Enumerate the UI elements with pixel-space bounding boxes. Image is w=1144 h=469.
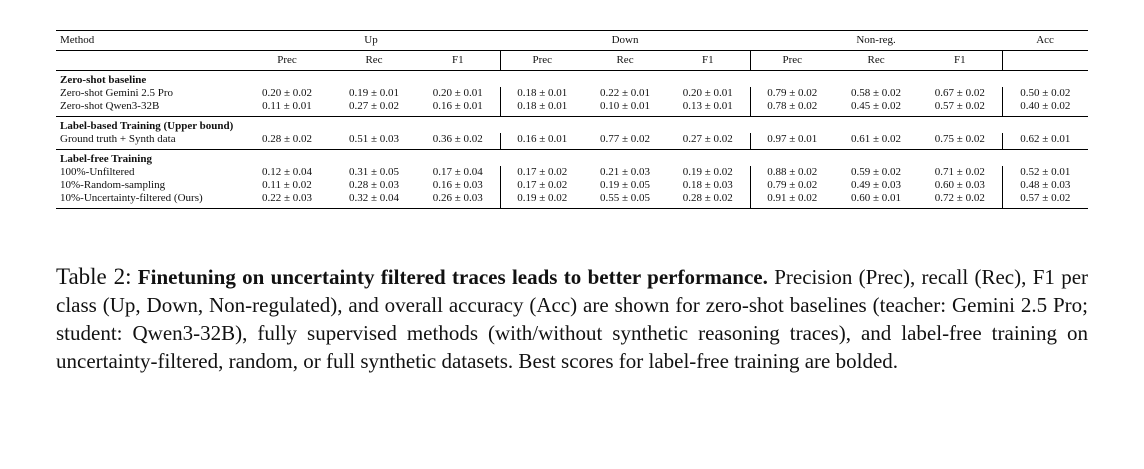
metric-cell: 0.19 ± 0.01 bbox=[348, 87, 400, 99]
table-subheader-row bbox=[56, 51, 1088, 71]
metric-cell: 0.17 ± 0.04 bbox=[416, 166, 500, 179]
subheader-down-prec: Prec bbox=[532, 54, 553, 66]
metric-cell: 0.77 ± 0.02 bbox=[600, 133, 651, 145]
section-header-row bbox=[56, 71, 1088, 88]
metric-cell: 0.19 ± 0.02 bbox=[517, 192, 568, 204]
metric-cell: 0.49 ± 0.03 bbox=[851, 179, 902, 191]
metric-cell: 0.40 ± 0.02 bbox=[1020, 100, 1071, 112]
metric-cell: 0.88 ± 0.02 bbox=[767, 166, 818, 178]
caption-bold-title: Finetuning on uncertainty filtered traces leads to better performance. bbox=[137, 265, 768, 289]
subheader-up-rec: Rec bbox=[365, 54, 383, 66]
method-cell: Zero-shot Gemini 2.5 Pro bbox=[60, 87, 174, 99]
metric-cell: 0.72 ± 0.02 bbox=[918, 192, 1002, 209]
metric-cell: 0.28 ± 0.02 bbox=[666, 192, 750, 209]
section-header-row bbox=[56, 117, 1088, 134]
metric-cell: 0.19 ± 0.02 bbox=[666, 166, 750, 179]
results-table-container bbox=[56, 30, 1088, 209]
metric-cell: 0.61 ± 0.02 bbox=[851, 133, 902, 145]
section-header-row bbox=[56, 150, 1088, 167]
metric-cell: 0.28 ± 0.02 bbox=[261, 133, 313, 145]
metric-cell: 0.60 ± 0.01 bbox=[851, 192, 902, 204]
group-header-up: Up bbox=[364, 34, 378, 46]
metric-cell: 0.19 ± 0.05 bbox=[600, 179, 651, 191]
metric-cell: 0.17 ± 0.02 bbox=[517, 166, 568, 178]
metric-cell: 0.78 ± 0.02 bbox=[767, 100, 818, 112]
section-title: Label-free Training bbox=[60, 153, 152, 165]
metric-cell: 0.50 ± 0.02 bbox=[1020, 87, 1071, 99]
group-header-nonreg: Non-reg. bbox=[856, 34, 896, 46]
metric-cell: 0.16 ± 0.01 bbox=[416, 100, 500, 117]
subheader-empty bbox=[56, 51, 242, 71]
metric-cell: 0.31 ± 0.05 bbox=[348, 166, 400, 178]
metric-cell: 0.26 ± 0.03 bbox=[416, 192, 500, 209]
metric-cell: 0.27 ± 0.02 bbox=[666, 133, 750, 150]
table-body bbox=[56, 71, 1088, 209]
section-title: Zero-shot baseline bbox=[60, 74, 147, 86]
metric-cell: 0.51 ± 0.03 bbox=[348, 133, 400, 145]
metric-cell: 0.11 ± 0.01 bbox=[262, 100, 312, 112]
table-row bbox=[56, 133, 1088, 150]
subheader-acc-empty bbox=[1002, 51, 1088, 71]
metric-cell: 0.16 ± 0.03 bbox=[416, 179, 500, 192]
metric-cell: 0.91 ± 0.02 bbox=[767, 192, 818, 204]
table-row bbox=[56, 100, 1088, 117]
method-cell: 10%-Uncertainty-filtered (Ours) bbox=[60, 192, 203, 204]
table-row bbox=[56, 179, 1088, 192]
subheader-nonreg-prec: Prec bbox=[782, 54, 803, 66]
metric-cell: 0.71 ± 0.02 bbox=[918, 166, 1002, 179]
metric-cell: 0.79 ± 0.02 bbox=[767, 179, 818, 191]
metric-cell: 0.45 ± 0.02 bbox=[851, 100, 902, 112]
metric-cell: 0.67 ± 0.02 bbox=[918, 87, 1002, 100]
subheader-up-prec: Prec bbox=[277, 54, 297, 66]
subheader-nonreg-f1: F1 bbox=[918, 51, 1002, 71]
metric-cell: 0.13 ± 0.01 bbox=[666, 100, 750, 117]
section-title: Label-based Training (Upper bound) bbox=[60, 120, 234, 132]
metric-cell: 0.32 ± 0.04 bbox=[348, 192, 400, 204]
metric-cell: 0.18 ± 0.01 bbox=[517, 87, 568, 99]
subheader-down-f1: F1 bbox=[666, 51, 750, 71]
metric-cell: 0.60 ± 0.03 bbox=[918, 179, 1002, 192]
metric-cell: 0.20 ± 0.01 bbox=[666, 87, 750, 100]
method-cell: Ground truth + Synth data bbox=[60, 133, 176, 145]
metric-cell: 0.12 ± 0.04 bbox=[261, 166, 313, 178]
metric-cell: 0.18 ± 0.01 bbox=[517, 100, 568, 112]
table-row bbox=[56, 192, 1088, 209]
results-table bbox=[56, 30, 1088, 209]
metric-cell: 0.75 ± 0.02 bbox=[918, 133, 1002, 150]
metric-cell: 0.18 ± 0.03 bbox=[666, 179, 750, 192]
metric-cell: 0.79 ± 0.02 bbox=[767, 87, 818, 99]
caption-body: Precision (Prec), recall (Rec), F1 per class (Up, Down, Non-regulated), and overall accuracy (Acc) are shown for zero-shot baselines (teacher: Gemini 2.5 Pro; student: Qwen3-32B), fully supervised methods (with/without synthetic reasoning traces), and label-free training on uncertainty-filtered, random, or full synthetic datasets. Best scores for label-free training are bolded. bbox=[56, 265, 1089, 373]
metric-cell: 0.58 ± 0.02 bbox=[851, 87, 902, 99]
metric-cell: 0.22 ± 0.03 bbox=[261, 192, 313, 204]
metric-cell: 0.10 ± 0.01 bbox=[600, 100, 651, 112]
metric-cell: 0.16 ± 0.01 bbox=[517, 133, 568, 145]
metric-cell: 0.97 ± 0.01 bbox=[767, 133, 818, 145]
caption-label: Table 2: bbox=[56, 264, 132, 289]
metric-cell: 0.21 ± 0.03 bbox=[600, 166, 651, 178]
metric-cell: 0.22 ± 0.01 bbox=[600, 87, 651, 99]
subheader-up-f1: F1 bbox=[416, 51, 500, 71]
metric-cell: 0.20 ± 0.02 bbox=[261, 87, 313, 99]
metric-cell: 0.11 ± 0.02 bbox=[262, 179, 312, 191]
table-group-header-row bbox=[56, 31, 1088, 51]
metric-cell: 0.62 ± 0.01 bbox=[1020, 133, 1071, 145]
metric-cell: 0.17 ± 0.02 bbox=[517, 179, 568, 191]
table-caption bbox=[56, 263, 1088, 375]
metric-cell: 0.28 ± 0.03 bbox=[348, 179, 400, 191]
method-cell: 100%-Unfiltered bbox=[60, 166, 135, 178]
metric-cell: 0.57 ± 0.02 bbox=[918, 100, 1002, 117]
method-cell: Zero-shot Qwen3-32B bbox=[60, 100, 160, 112]
method-cell: 10%-Random-sampling bbox=[60, 179, 166, 191]
metric-cell: 0.59 ± 0.02 bbox=[851, 166, 902, 178]
metric-cell: 0.48 ± 0.03 bbox=[1020, 179, 1071, 191]
metric-cell: 0.20 ± 0.01 bbox=[416, 87, 500, 100]
metric-cell: 0.36 ± 0.02 bbox=[416, 133, 500, 150]
group-header-acc: Acc bbox=[1036, 34, 1054, 46]
metric-cell: 0.57 ± 0.02 bbox=[1020, 192, 1071, 204]
group-header-down: Down bbox=[611, 34, 639, 46]
subheader-nonreg-rec: Rec bbox=[867, 54, 885, 66]
table-row bbox=[56, 166, 1088, 179]
metric-cell: 0.27 ± 0.02 bbox=[348, 100, 400, 112]
method-column-header: Method bbox=[60, 34, 95, 46]
subheader-down-rec: Rec bbox=[616, 54, 634, 66]
table-row bbox=[56, 87, 1088, 100]
metric-cell: 0.52 ± 0.01 bbox=[1020, 166, 1071, 178]
metric-cell: 0.55 ± 0.05 bbox=[600, 192, 651, 204]
